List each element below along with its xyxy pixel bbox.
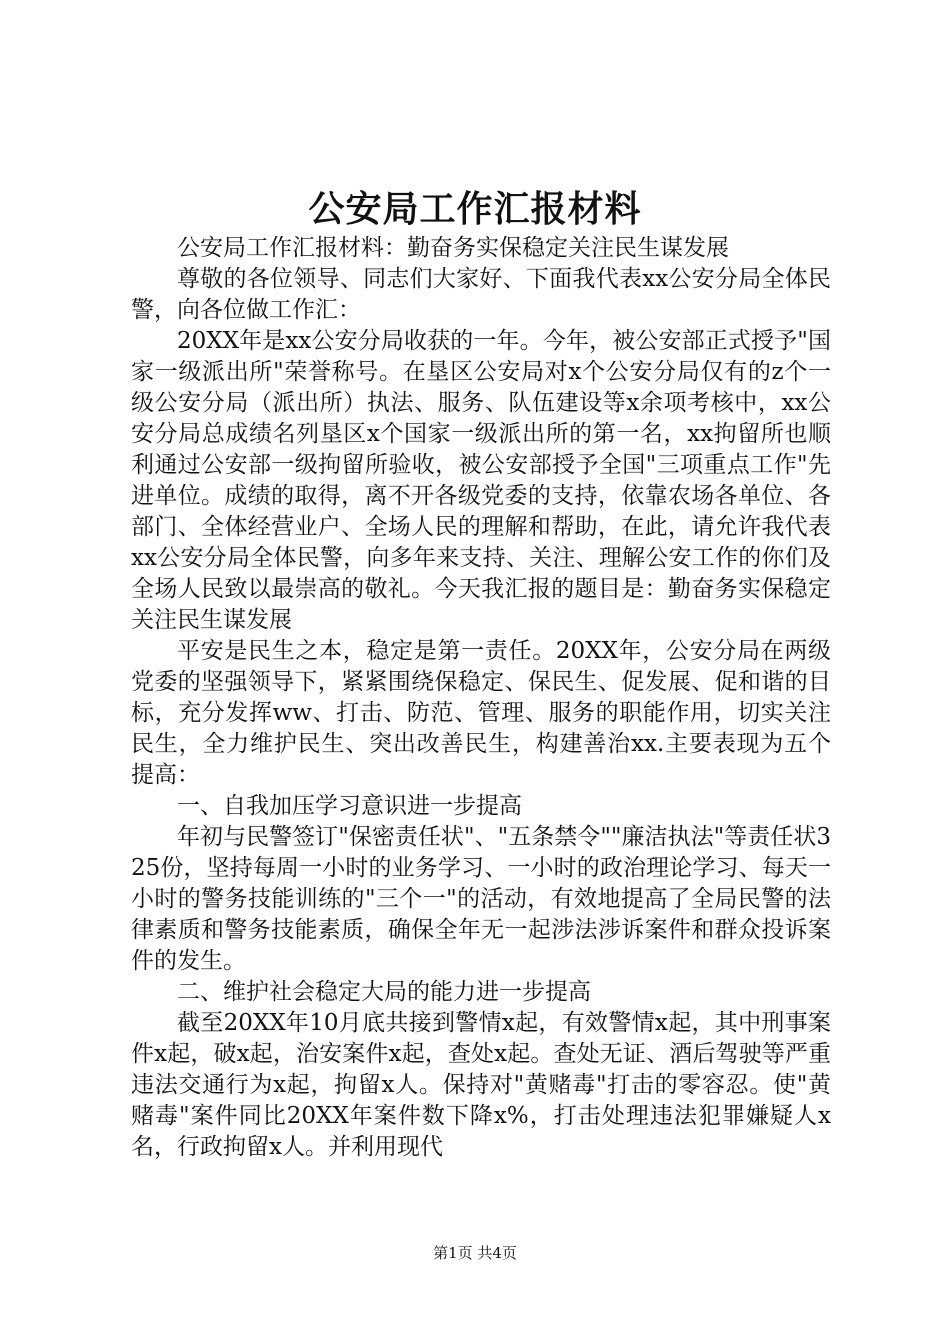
page-number-footer: 第1页 共4页: [433, 1244, 517, 1262]
paragraph-subtitle: 公安局工作汇报材料：勤奋务实保稳定关注民生谋发展: [177, 235, 729, 261]
paragraph-greeting: 尊敬的各位领导、同志们大家好、下面我代表xx公安分局全体民警，向各位做工作汇：: [131, 266, 831, 323]
paragraph-achievements: 20XX年是xx公安分局收获的一年。今年，被公安部正式授予"国家一级派出所"荣誉称号。在垦区公安局对x个公安分局仅有的z个一级公安分局（派出所）执法、服务、队伍建设等x余项考核中，xx公安分局总成绩名列垦区x个国家一级派出所的第一名，xx拘留所也顺利通过公安部一级拘留所验收，被公安部授予全国"三项重点工作"先进单位。成绩的取得，离不开各级党委的支持，依靠农场各单位、各部门、全体经营业户、全场人民的理解和帮助，在此，请允许我代表xx公安分局全体民警，向多年来支持、关注、理解公安工作的你们及全场人民致以最崇高的敬礼。今天我汇报的题目是：勤奋务实保稳定关注民生谋发展: [131, 328, 831, 633]
document-body: [131, 233, 831, 1163]
paragraph-section-1: 年初与民警签订"保密责任状"、"五条禁令""廉洁执法"等责任状325份，坚持每周一小时的业务学习、一小时的政治理论学习、每天一小时的警务技能训练的"三个一"的活动，有效地提高了全局民警的法律素质和警务技能素质，确保全年无一起涉法涉诉案件和群众投诉案件的发生。: [131, 824, 831, 974]
paragraph-section-2: 截至20XX年10月底共接到警情x起，有效警情x起，其中刑事案件x起，破x起，治安案件x起，查处x起。查处无证、酒后驾驶等严重违法交通行为x起，拘留x人。保持对"黄赌毒"打击的零容忍。使"黄赌毒"案件同比20XX年案件数下降x%，打击处理违法犯罪嫌疑人x名，行政拘留x人。并利用现代: [131, 1010, 831, 1160]
document-title: 公安局工作汇报材料: [308, 188, 642, 230]
section-heading-2: 二、维护社会稳定大局的能力进一步提高: [177, 979, 591, 1005]
section-heading-1: 一、自我加压学习意识进一步提高: [177, 793, 522, 819]
paragraph-overview: 平安是民生之本，稳定是第一责任。20XX年，公安分局在两级党委的坚强领导下，紧紧围绕保稳定、保民生、促发展、促和谐的目标，充分发挥ww、打击、防范、管理、服务的职能作用，切实关注民生，全力维护民生、突出改善民生，构建善治xx.主要表现为五个提高：: [131, 638, 831, 788]
